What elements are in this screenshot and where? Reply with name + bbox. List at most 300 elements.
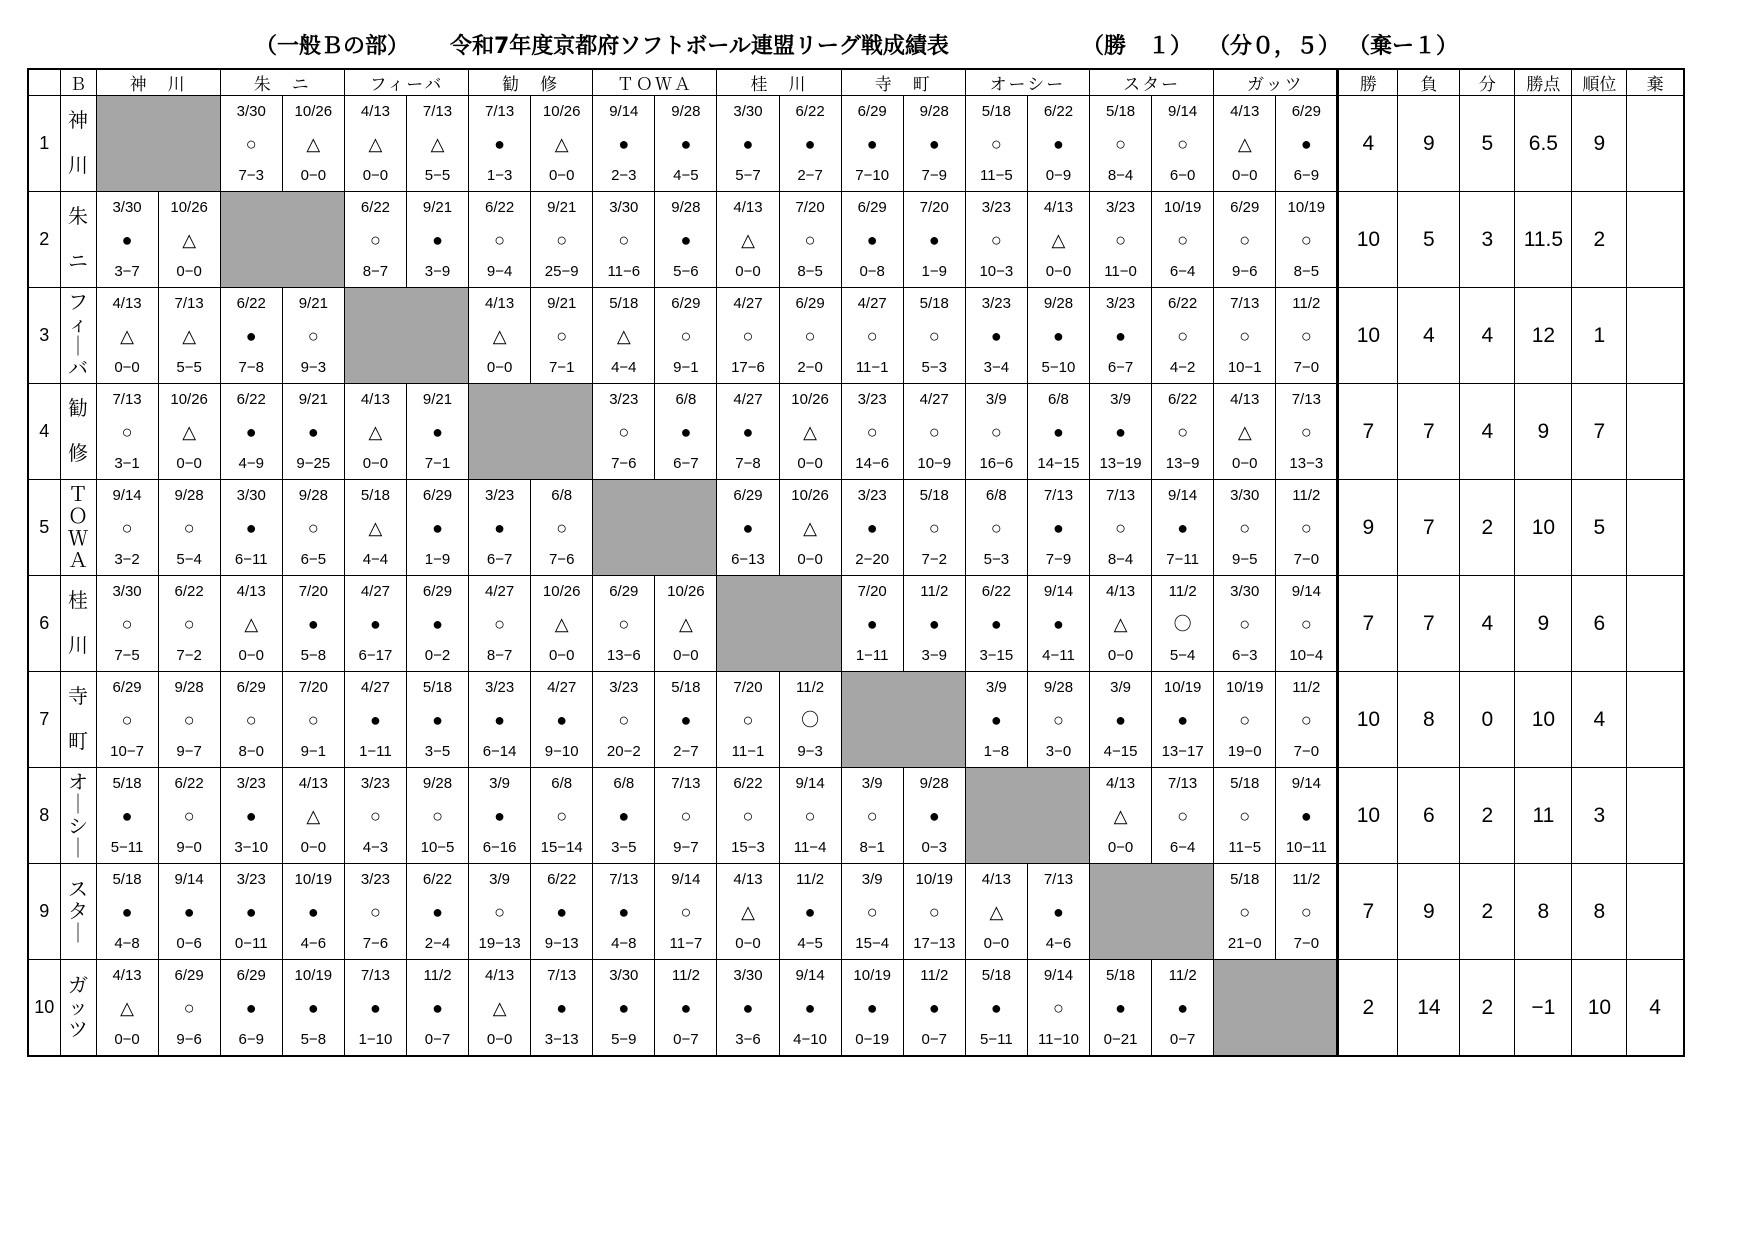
game-score: 7−11: [1166, 550, 1199, 568]
page-title: [0, 30, 1754, 64]
game-date: 10/26: [791, 486, 829, 504]
game-score: 11−6: [607, 262, 641, 280]
game-score: 5−3: [921, 358, 947, 376]
game-result-mark: ●: [369, 613, 381, 634]
game-score: 6−4: [1169, 262, 1196, 280]
game-cell: [779, 864, 841, 960]
game-result-mark: ●: [245, 901, 257, 922]
game-result-mark: ○: [990, 133, 1002, 154]
team-name-char: 寺: [68, 686, 88, 708]
stat-rank: 9: [1572, 96, 1627, 192]
game-score: 0−19: [855, 1030, 890, 1048]
stat-draws: 2: [1460, 864, 1515, 960]
game-cell-content: [1276, 582, 1336, 666]
game-date: 6/22: [795, 102, 825, 120]
self-match-cell: [96, 96, 220, 192]
game-cell-content: [1214, 582, 1275, 666]
game-cell: [1152, 192, 1214, 288]
game-score: 4−3: [362, 838, 389, 856]
game-cell-content: [221, 774, 282, 858]
game-cell: [158, 384, 220, 480]
game-result-mark: ●: [1115, 709, 1126, 730]
row-team-label: [61, 579, 96, 669]
game-result-mark: ●: [556, 997, 568, 1018]
game-result-mark: △: [120, 325, 134, 346]
game-date: 3/30: [1230, 582, 1260, 600]
game-score: 4−6: [1045, 934, 1072, 952]
self-match-cell: [1090, 864, 1214, 960]
game-cell-content: [159, 486, 220, 570]
game-cell-content: [1214, 678, 1275, 762]
game-cell: [96, 384, 158, 480]
game-cell: [1214, 96, 1276, 192]
game-score: 6−17: [358, 646, 393, 664]
game-cell: [1214, 384, 1276, 480]
game-date: 7/20: [919, 198, 949, 216]
game-cell-content: [717, 102, 778, 186]
game-date: 6/8: [613, 774, 635, 792]
game-score: 5−3: [983, 550, 1010, 568]
game-score: 7−8: [735, 454, 761, 472]
game-date: 3/30: [112, 198, 142, 216]
stat-wins: 9: [1338, 480, 1398, 576]
game-date: 3/23: [981, 198, 1011, 216]
game-date: 7/13: [1291, 390, 1321, 408]
game-date: 7/13: [422, 102, 453, 120]
game-date: 6/22: [174, 774, 204, 792]
stat-header: 順位: [1572, 69, 1627, 96]
game-cell-content: [717, 486, 778, 570]
game-cell-content: [159, 966, 220, 1050]
game-cell-content: [97, 294, 158, 378]
game-cell-content: [531, 870, 592, 954]
game-cell-content: [1152, 966, 1213, 1050]
game-cell: [1214, 768, 1276, 864]
game-score: 3−4: [983, 358, 1010, 376]
game-date: 9/14: [671, 870, 701, 888]
game-score: 0−0: [735, 934, 761, 952]
game-score: 5−9: [611, 1030, 637, 1048]
row-number: 7: [28, 672, 60, 768]
game-cell-content: [842, 966, 903, 1050]
game-cell: [1027, 384, 1089, 480]
game-result-mark: ○: [432, 805, 443, 826]
game-score: 9−5: [1232, 550, 1258, 568]
game-cell: [593, 768, 655, 864]
game-cell-content: [1090, 102, 1151, 186]
game-result-mark: ●: [804, 997, 816, 1018]
game-cell-content: [593, 582, 654, 666]
game-cell: [406, 864, 468, 960]
game-result-mark: ●: [1177, 517, 1189, 538]
game-result-mark: ●: [432, 229, 443, 250]
game-cell-content: [842, 198, 903, 282]
game-score: 9−7: [176, 742, 202, 760]
row-number: 10: [28, 960, 60, 1057]
game-cell-content: [407, 390, 468, 474]
game-cell-content: [1152, 294, 1213, 378]
game-score: 7−9: [921, 166, 947, 184]
game-result-mark: ●: [1053, 901, 1064, 922]
game-score: 10−1: [1227, 358, 1262, 376]
game-score: 2−7: [673, 742, 699, 760]
game-cell: [655, 384, 717, 480]
column-team-header: 朱 ニ: [220, 69, 344, 96]
game-cell: [282, 96, 344, 192]
team-name-char: 町: [68, 731, 88, 753]
game-date: 4/27: [919, 390, 949, 408]
team-name-char: ガ: [68, 974, 88, 997]
game-cell: [779, 384, 841, 480]
game-cell-content: [904, 486, 965, 570]
game-date: 9/28: [422, 774, 453, 792]
game-cell-content: [1276, 294, 1336, 378]
game-result-mark: ○: [1300, 421, 1312, 442]
game-cell: [469, 576, 531, 672]
header-blank: [28, 69, 60, 96]
game-date: 6/8: [675, 390, 697, 408]
game-cell-content: [283, 582, 344, 666]
game-result-mark: ○: [804, 805, 816, 826]
game-score: 20−2: [606, 742, 641, 760]
game-cell: [903, 192, 965, 288]
game-date: 9/28: [919, 774, 949, 792]
game-date: 6/22: [236, 390, 266, 408]
game-cell-content: [221, 966, 282, 1050]
stat-points: 6.5: [1515, 96, 1572, 192]
column-team-header: ガッツ: [1214, 69, 1338, 96]
game-date: 6/22: [1168, 390, 1198, 408]
game-cell: [593, 672, 655, 768]
game-cell-content: [407, 486, 468, 570]
game-date: 10/19: [1287, 198, 1326, 216]
stat-draws: 4: [1460, 384, 1515, 480]
game-cell: [779, 960, 841, 1057]
game-score: 0−0: [1107, 838, 1134, 856]
game-cell-content: [717, 870, 778, 954]
game-result-mark: ●: [369, 997, 381, 1018]
game-cell-content: [655, 870, 716, 954]
column-team-header: スター: [1090, 69, 1214, 96]
game-cell-content: [97, 966, 158, 1050]
column-team-header: フィーバ: [344, 69, 468, 96]
game-score: 5−5: [424, 166, 451, 184]
self-match-cell: [965, 768, 1089, 864]
game-cell-content: [842, 390, 903, 474]
game-score: 4−15: [1103, 742, 1138, 760]
game-cell-content: [159, 390, 220, 474]
team-name-char: Ｏ: [68, 505, 88, 528]
game-date: 6/22: [422, 870, 453, 888]
game-date: 4/27: [360, 582, 391, 600]
game-score: 0−0: [176, 454, 202, 472]
game-result-mark: 〇: [801, 709, 820, 730]
game-score: 6−7: [673, 454, 699, 472]
game-score: 0−3: [921, 838, 947, 856]
game-cell-content: [1090, 678, 1151, 762]
game-cell-content: [531, 774, 592, 858]
stat-header: 負: [1398, 69, 1460, 96]
game-cell: [96, 288, 158, 384]
game-date: 3/23: [1105, 198, 1136, 216]
team-row: [28, 864, 1684, 960]
game-score: 3−5: [424, 742, 451, 760]
game-score: 8−4: [1107, 166, 1134, 184]
row-team-label: [61, 387, 96, 477]
game-cell-content: [717, 390, 778, 474]
game-cell: [1152, 480, 1214, 576]
game-cell: [593, 288, 655, 384]
game-cell: [96, 192, 158, 288]
game-cell-content: [1214, 390, 1275, 474]
game-result-mark: ●: [804, 133, 816, 154]
game-result-mark: ○: [928, 517, 940, 538]
game-date: 5/18: [422, 678, 453, 696]
game-cell: [344, 96, 406, 192]
game-date: 7/20: [795, 198, 825, 216]
game-cell-content: [1214, 486, 1275, 570]
game-date: 10/19: [1163, 678, 1202, 696]
game-score: 0−0: [548, 166, 575, 184]
game-cell: [1276, 672, 1338, 768]
game-cell: [1090, 480, 1152, 576]
game-cell-content: [407, 582, 468, 666]
game-date: 10/19: [853, 966, 891, 984]
row-number: 3: [28, 288, 60, 384]
game-result-mark: ○: [804, 325, 816, 346]
game-date: 10/26: [667, 582, 705, 600]
game-result-mark: ●: [307, 901, 319, 922]
results-table-wrap: [27, 68, 1685, 1057]
game-date: 7/20: [733, 678, 763, 696]
game-score: 8−7: [486, 646, 513, 664]
game-score: 25−9: [544, 262, 579, 280]
stat-rank: 5: [1572, 480, 1627, 576]
game-result-mark: ●: [121, 805, 133, 826]
game-date: 6/22: [174, 582, 204, 600]
game-score: 6−4: [1169, 838, 1196, 856]
game-date: 6/29: [174, 966, 204, 984]
game-cell: [406, 480, 468, 576]
game-date: 3/9: [985, 390, 1007, 408]
game-cell-content: [283, 774, 344, 858]
game-cell: [406, 192, 468, 288]
stat-points: 12: [1515, 288, 1572, 384]
game-result-mark: ●: [1053, 421, 1064, 442]
game-date: 5/18: [609, 294, 639, 312]
team-name-char: 修: [68, 443, 88, 465]
game-result-mark: ●: [121, 229, 133, 250]
game-date: 11/2: [1168, 582, 1197, 600]
game-date: 3/30: [1230, 486, 1260, 504]
game-cell: [841, 384, 903, 480]
game-result-mark: △: [803, 517, 817, 538]
game-cell: [1027, 960, 1089, 1057]
game-cell-content: [531, 966, 592, 1050]
game-score: 0−2: [424, 646, 451, 664]
game-score: 2−20: [855, 550, 890, 568]
game-cell: [158, 576, 220, 672]
game-cell-content: [97, 870, 158, 954]
game-cell: [469, 480, 531, 576]
game-score: 2−4: [424, 934, 451, 952]
game-date: 6/29: [671, 294, 701, 312]
game-cell-content: [159, 198, 220, 282]
stat-header: 勝: [1338, 69, 1398, 96]
stat-losses: 9: [1398, 96, 1460, 192]
game-score: 6−7: [1107, 358, 1134, 376]
stat-header: 勝点: [1515, 69, 1572, 96]
game-cell: [158, 864, 220, 960]
row-team-name: [60, 192, 96, 288]
game-date: 9/21: [547, 294, 577, 312]
game-score: 8−4: [1107, 550, 1134, 568]
game-cell: [1152, 384, 1214, 480]
game-cell: [158, 768, 220, 864]
game-date: 4/13: [360, 102, 391, 120]
game-cell: [406, 384, 468, 480]
game-date: 9/14: [1291, 582, 1321, 600]
game-result-mark: ○: [928, 901, 940, 922]
game-score: 1−11: [855, 646, 889, 664]
game-date: 4/13: [1230, 102, 1260, 120]
game-date: 7/13: [485, 102, 515, 120]
game-cell-content: [655, 774, 716, 858]
game-cell: [531, 960, 593, 1057]
game-cell-content: [780, 390, 841, 474]
game-cell: [282, 576, 344, 672]
game-score: 11−1: [731, 742, 765, 760]
game-result-mark: ●: [1053, 613, 1064, 634]
game-result-mark: ●: [245, 325, 257, 346]
game-cell: [1090, 672, 1152, 768]
game-cell: [1214, 576, 1276, 672]
game-cell: [1276, 480, 1338, 576]
game-score: 3−10: [234, 838, 269, 856]
game-result-mark: ○: [742, 709, 754, 730]
game-result-mark: ●: [432, 613, 443, 634]
game-cell-content: [655, 198, 716, 282]
self-match-cell: [344, 288, 468, 384]
game-cell-content: [159, 294, 220, 378]
game-cell-content: [469, 870, 530, 954]
game-cell-content: [221, 678, 282, 762]
game-cell: [406, 768, 468, 864]
game-result-mark: ●: [1300, 133, 1312, 154]
stat-wins: 10: [1338, 672, 1398, 768]
game-result-mark: ●: [183, 901, 195, 922]
game-score: 7−0: [1293, 742, 1320, 760]
team-row: [28, 576, 1684, 672]
game-cell: [717, 288, 779, 384]
game-cell: [1027, 672, 1089, 768]
game-score: 0−6: [176, 934, 202, 952]
game-date: 11/2: [796, 678, 825, 696]
game-score: 0−0: [797, 550, 823, 568]
game-result-mark: ○: [990, 421, 1002, 442]
team-name-char: オ: [68, 771, 88, 794]
game-score: 0−21: [1103, 1030, 1138, 1048]
game-date: 11/2: [1292, 870, 1321, 888]
self-match-cell: [593, 480, 717, 576]
stat-forfeits: 4: [1627, 960, 1684, 1057]
game-cell: [1276, 288, 1338, 384]
game-cell: [531, 672, 593, 768]
game-result-mark: ●: [866, 133, 878, 154]
stat-points: 11.5: [1515, 192, 1572, 288]
stat-draws: 2: [1460, 768, 1515, 864]
stat-losses: 14: [1398, 960, 1460, 1057]
game-cell-content: [966, 102, 1027, 186]
game-date: 6/29: [609, 582, 639, 600]
game-result-mark: ●: [866, 613, 878, 634]
game-score: 17−6: [731, 358, 765, 376]
team-name-char: ィ: [68, 313, 88, 336]
game-score: 9−1: [300, 742, 327, 760]
game-cell-content: [159, 870, 220, 954]
game-cell: [593, 864, 655, 960]
row-team-name: [60, 384, 96, 480]
game-result-mark: ○: [866, 805, 878, 826]
game-result-mark: △: [616, 325, 631, 346]
game-score: 5−10: [1041, 358, 1076, 376]
game-score: 13−17: [1161, 742, 1204, 760]
game-cell-content: [1090, 486, 1151, 570]
row-team-name: [60, 576, 96, 672]
game-date: 5/18: [671, 678, 701, 696]
game-cell-content: [593, 774, 654, 858]
game-date: 9/14: [1291, 774, 1321, 792]
game-score: 17−13: [913, 934, 956, 952]
row-team-label: [61, 771, 96, 861]
game-result-mark: ○: [121, 613, 133, 634]
game-result-mark: ○: [121, 421, 133, 442]
game-score: 8−0: [238, 742, 264, 760]
game-result-mark: ○: [494, 901, 506, 922]
stat-wins: 7: [1338, 384, 1398, 480]
game-score: 8−1: [859, 838, 885, 856]
stat-points: 10: [1515, 672, 1572, 768]
game-date: 5/18: [360, 486, 391, 504]
game-cell: [406, 960, 468, 1057]
game-cell: [406, 96, 468, 192]
game-cell-content: [593, 294, 654, 378]
game-result-mark: ○: [183, 997, 195, 1018]
game-result-mark: ○: [804, 229, 816, 250]
game-result-mark: △: [741, 901, 755, 922]
stat-header: 分: [1460, 69, 1515, 96]
game-cell: [1276, 384, 1338, 480]
team-name-char: 川: [68, 155, 88, 177]
game-cell-content: [1152, 102, 1213, 186]
game-result-mark: ●: [1177, 997, 1189, 1018]
game-score: 11−5: [1228, 838, 1262, 856]
game-cell-content: [1028, 870, 1089, 954]
game-cell: [655, 864, 717, 960]
stat-rank: 8: [1572, 864, 1627, 960]
game-score: 0−0: [238, 646, 264, 664]
game-date: 11/2: [920, 582, 949, 600]
game-date: 5/18: [112, 774, 142, 792]
team-name-char: ッ: [68, 996, 88, 1019]
game-result-mark: ○: [1115, 133, 1126, 154]
game-cell: [406, 672, 468, 768]
game-cell: [1090, 192, 1152, 288]
game-date: 7/13: [1043, 870, 1074, 888]
game-score: 5−8: [300, 1030, 327, 1048]
game-score: 0−0: [1232, 454, 1258, 472]
game-score: 5−11: [110, 838, 144, 856]
